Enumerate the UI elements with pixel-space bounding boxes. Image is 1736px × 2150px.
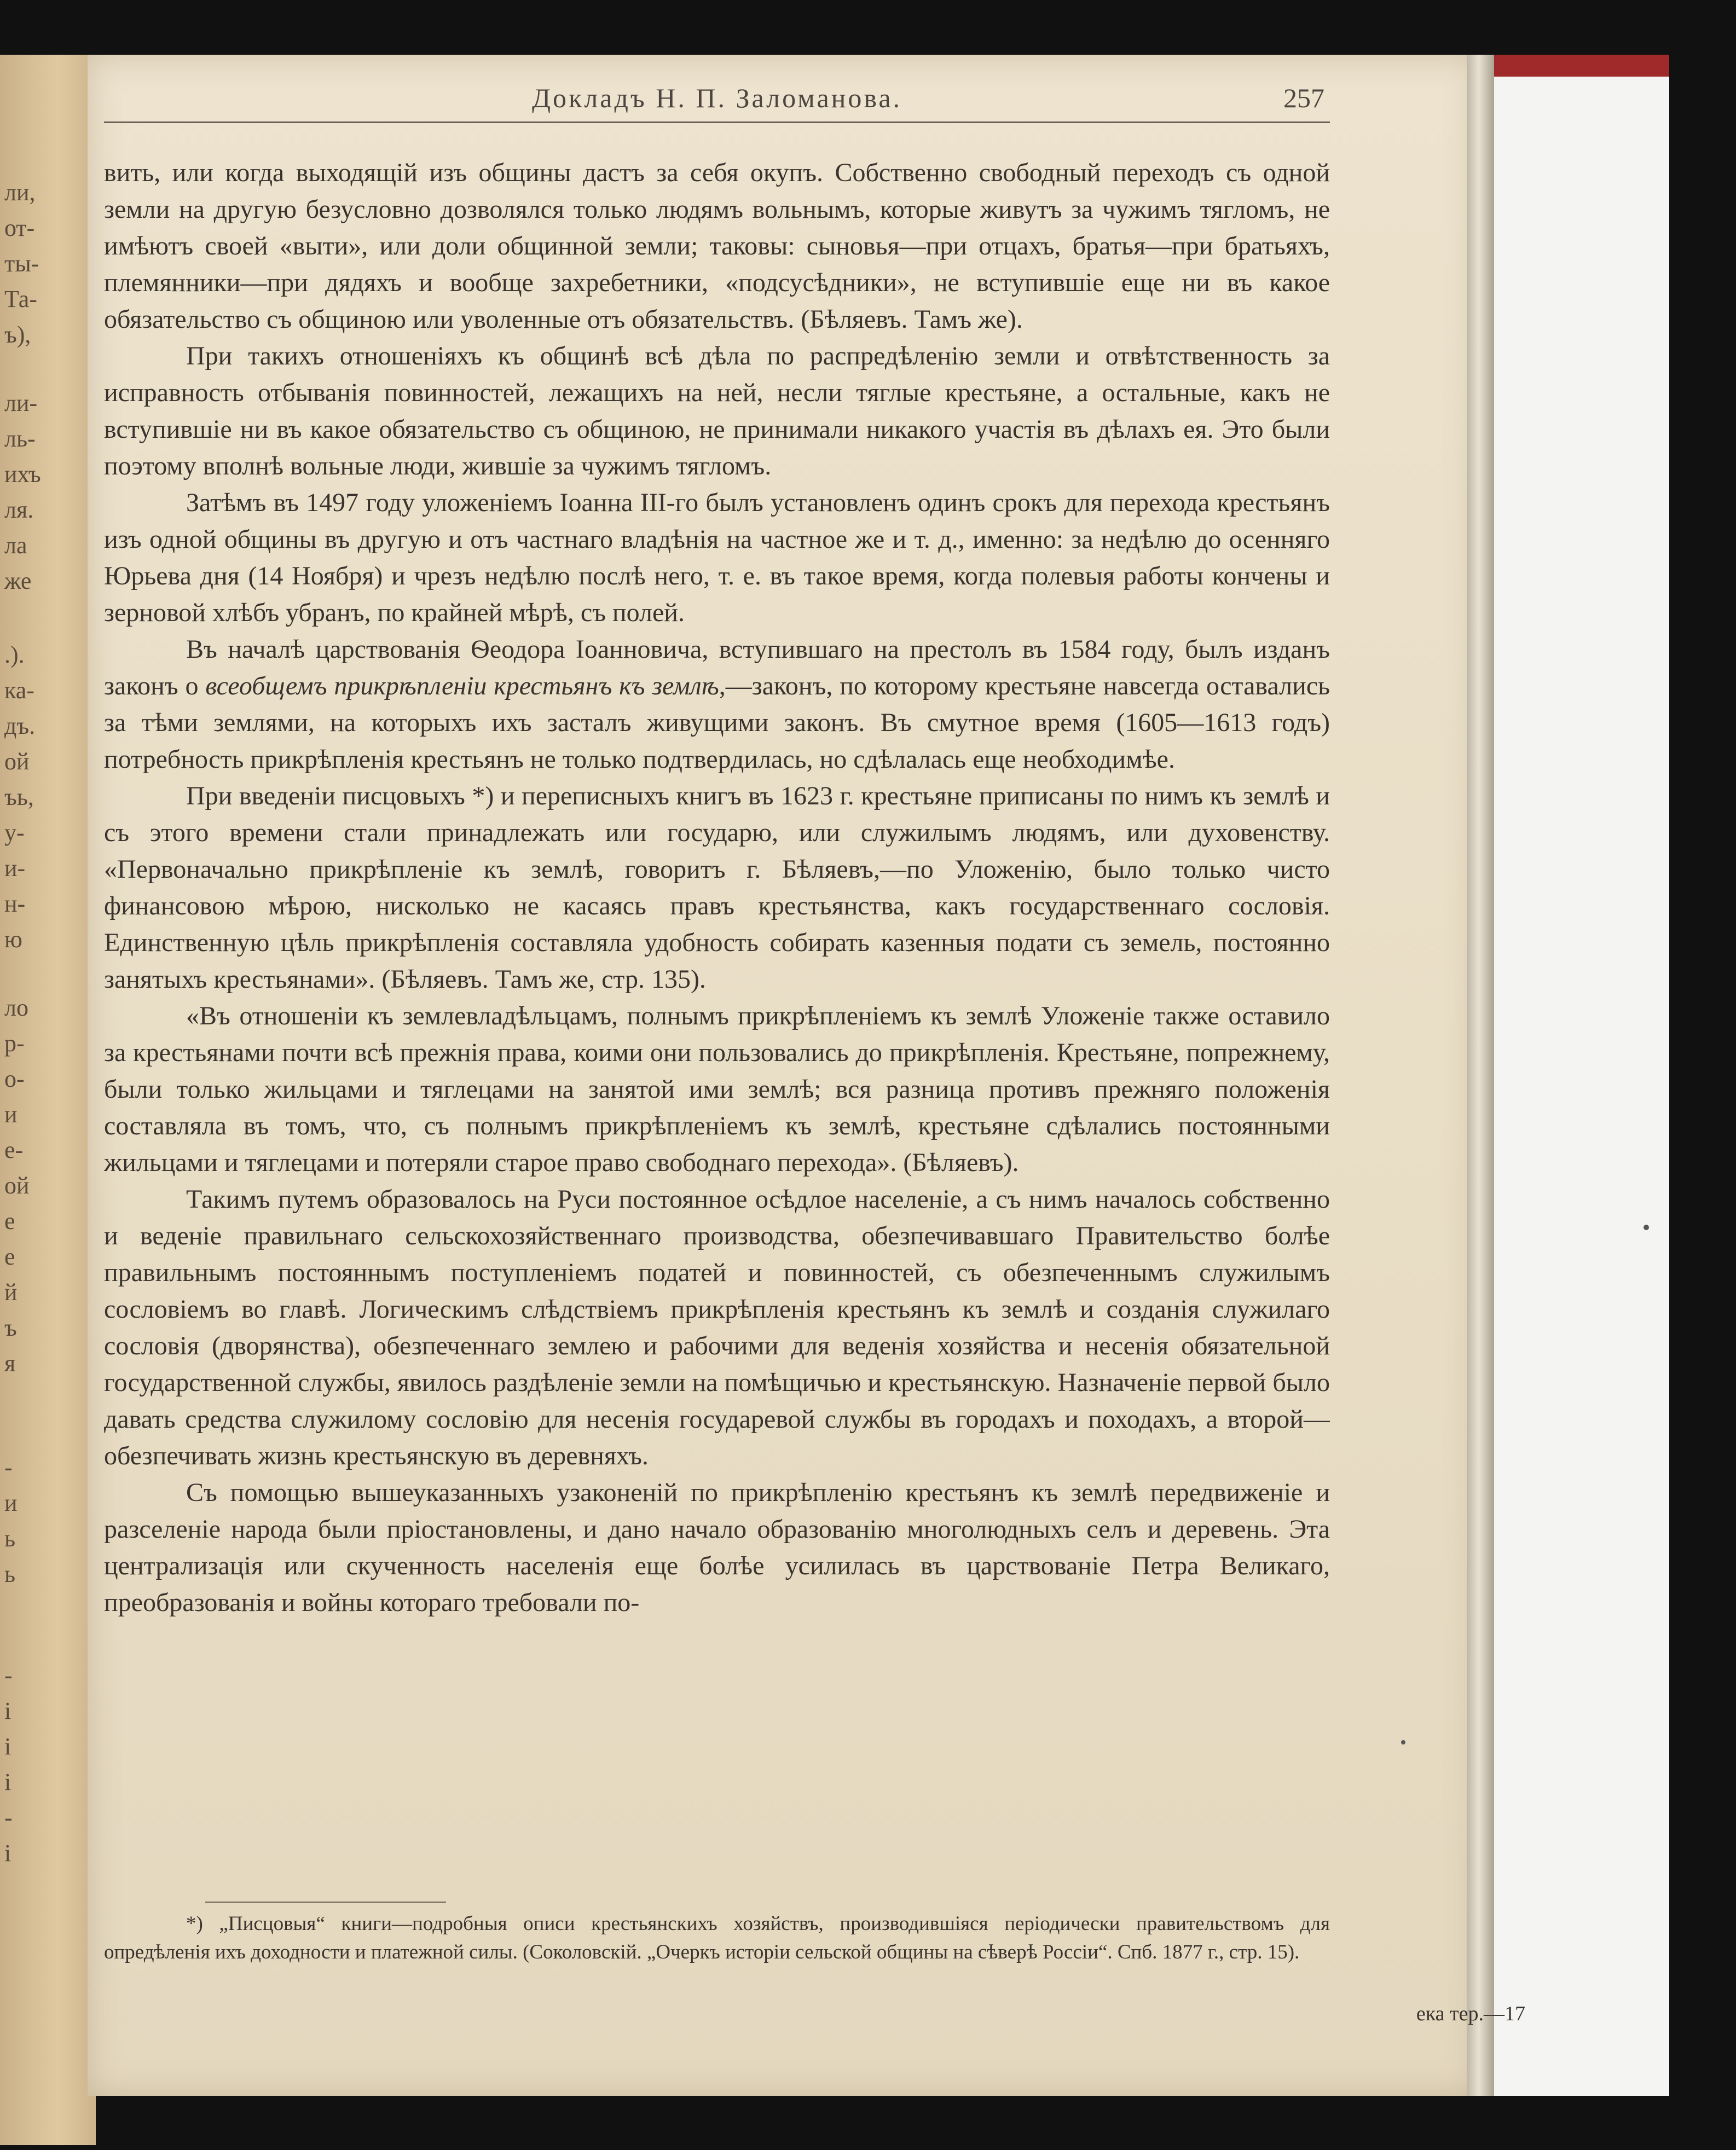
left-page-text-fragment: - — [4, 1662, 13, 1689]
left-page-text-fragment: ъь, — [4, 784, 34, 810]
paragraph-text: ,—законъ, по которому крестьяне навсегда оставались за тѣми землями, на которыхъ ихъ засталъ живущими законъ. Въ смутное время (1605—1613 годъ) потребность прикрѣпленія крестьянъ не только подтвердилась, но сдѣлалась еще необходимѣе. — [104, 671, 1330, 774]
left-page-text-fragment: і — [4, 1769, 11, 1795]
paragraph: Съ помощью вышеуказанныхъ узаконеній по прикрѣпленію крестьянъ къ землѣ передвиженіе и разселеніе народа были пріостановлены, и дано начало образованію многолюдныхъ селъ и деревень. Эта централизація или скученность населенія еще болѣе усилилась въ царствованіе Петра Великаго, преобразованія и войны котораго требовали по- — [104, 1478, 1330, 1617]
left-page-text-fragment: и — [4, 1101, 18, 1128]
left-page-text-fragment: ль- — [4, 425, 36, 452]
right-blank-sheet — [1494, 55, 1669, 2096]
left-page-text-fragment: р- — [4, 1030, 25, 1057]
adjacent-left-page — [0, 55, 96, 2145]
signature-mark: ека тер.—17 — [1416, 2002, 1525, 2025]
left-page-text-fragment: ой — [4, 748, 30, 775]
left-page-text-fragment: ка- — [4, 677, 34, 704]
footnote-rule — [205, 1902, 446, 1903]
left-page-text-fragment: ъ), — [4, 321, 31, 348]
left-page-text-fragment: ли, — [4, 179, 36, 206]
dust-speck — [1401, 1740, 1405, 1745]
body-text — [104, 154, 1330, 1821]
dust-speck — [1644, 1225, 1649, 1230]
paragraph: При такихъ отношеніяхъ къ общинѣ всѣ дѣла по распредѣленію земли и отвѣтственность за исправность отбыванія повинностей, лежащихъ на ней, несли тяглые крестьяне, а остальные, какъ не вступившіе ни въ какое обязательство съ общиною, не принимали никакого участія въ дѣлахъ ея. Это были поэтому вполнѣ вольные люди, жившіе за чужимъ тягломъ. — [104, 341, 1330, 480]
left-page-text-fragment: ты- — [4, 250, 39, 277]
left-page-text-fragment: ли- — [4, 390, 38, 416]
page-number: 257 — [1283, 83, 1324, 113]
left-page-text-fragment: і — [4, 1733, 11, 1760]
left-page-text-fragment: и — [4, 1490, 18, 1516]
page-edge — [1467, 55, 1497, 2096]
left-page-text-fragment: е- — [4, 1137, 24, 1163]
left-page-text-fragment: ь — [4, 1525, 16, 1552]
page-header — [104, 82, 1330, 123]
left-page-text-fragment: ой — [4, 1172, 30, 1199]
left-page-text-fragment: ло — [4, 994, 28, 1021]
running-head: Докладъ Н. П. Заломанова. — [531, 83, 902, 113]
left-page-text-fragment: от- — [4, 215, 35, 241]
left-page-text-fragment: е — [4, 1243, 15, 1270]
paragraph: Затѣмъ въ 1497 году уложеніемъ Іоанна III-го былъ установленъ одинъ срокъ для перехода крестьянъ изъ одной общины въ другую и отъ частнаго владѣнія на частное же и т. д., именно: за недѣлю до осенняго Юрьева дня (14 Ноября) и чрезъ недѣлю послѣ него, т. е. въ такое время, когда полевыя работы кончены и зерновой хлѣбъ убранъ, по крайней мѣрѣ, съ полей. — [104, 488, 1330, 627]
left-page-text-fragment: и- — [4, 855, 26, 882]
left-page-text-fragment: о- — [4, 1065, 25, 1092]
left-page-text-fragment: ю — [4, 926, 22, 953]
paragraph: Такимъ путемъ образовалось на Руси постоянное осѣдлое населеніе, а съ нимъ началось собственно и веденіе правильнаго сельскохозяйственнаго производства, обезпечивавшаго Правительство болѣе правильнымъ постояннымъ поступленіемъ податей и повинностей, съ обезпеченнымъ служилымъ сословіемъ во главѣ. Логическимъ слѣдствіемъ прикрѣпленія крестьянъ къ землѣ и созданія служилаго сословія (дворянства), обезпеченнаго землею и рабочими для веденія хозяйства и несенія обязательной государственной службы, явилось раздѣленіе земли на помѣщичью и крестьянскую. Назначеніе первой было давать средства служилому сословію для несенія государевой службы въ городахъ и походахъ, а второй—обезпечивать жизнь крестьянскую въ деревняхъ. — [104, 1185, 1330, 1470]
left-page-text-fragment: і — [4, 1697, 11, 1724]
left-page-text-fragment: же — [4, 567, 32, 594]
left-page-text-fragment: ъ — [4, 1314, 17, 1341]
footnote: *) „Писцовыя“ книги—подробныя описи крестьянскихъ хозяйствъ, производившіяся періодически правительствомъ для опредѣленія ихъ доходности и платежной силы. (Соколовскій. „Очеркъ исторіи сельской общины на сѣверѣ Россіи“. Спб. 1877 г., стр. 15). — [104, 1913, 1330, 1963]
paragraph — [104, 631, 1330, 778]
paragraph-text: Въ началѣ царствованія Ѳеодора Іоанновича, вступившаго на престолъ въ 1584 году, былъ изданъ законъ о — [104, 635, 1330, 700]
paragraph: При введеніи писцовыхъ *) и переписныхъ книгъ въ 1623 г. крестьяне приписаны по нимъ къ землѣ и съ этого времени стали принадлежать или государю, или служилымъ людямъ, или духовенству. «Первоначально прикрѣпленіе къ землѣ, говоритъ г. Бѣляевъ,—по Уложенію, было только чисто финансовою мѣрою, нисколько не касаясь правъ крестьянства, какъ государственнаго сословія. Единственную цѣль прикрѣпленія составляла удобность собирать казенныя подати съ земель, постоянно занятыхъ крестьянами». (Бѣляевъ. Тамъ же, стр. 135). — [104, 781, 1330, 994]
paragraph: «Въ отношеніи къ землевладѣльцамъ, полнымъ прикрѣпленіемъ къ землѣ Уложеніе также оставило за крестьянами почти всѣ прежнія права, коими они пользовались до прикрѣпленія. Крестьяне, попрежнему, были только жильцами и тяглецами на занятой ими землѣ; вся разница противъ прежняго положенія составляла въ томъ, что, съ полнымъ прикрѣпленіемъ къ землѣ, крестьяне сдѣлались постоянными жильцами и тяглецами и потеряли старое право свободнаго перехода». (Бѣляевъ). — [104, 1001, 1330, 1177]
emphasized-phrase: всеобщемъ прикрѣпленіи крестьянъ къ землѣ — [205, 671, 719, 700]
left-page-text-fragment: у- — [4, 819, 25, 846]
left-page-text-fragment: й — [4, 1279, 18, 1306]
left-page-text-fragment: - — [4, 1804, 13, 1831]
left-page-text-fragment: ля. — [4, 496, 34, 523]
left-page-text-fragment: - — [4, 1454, 13, 1481]
left-page-text-fragment: ла — [4, 532, 27, 559]
left-page-text-fragment: н- — [4, 890, 26, 917]
red-binding-strip — [1494, 55, 1669, 77]
left-page-text-fragment: дъ. — [4, 712, 36, 739]
left-page-text-fragment: ь — [4, 1561, 16, 1587]
left-page-text-fragment: Та- — [4, 286, 37, 312]
left-page-text-fragment: .). — [4, 641, 25, 668]
paragraph: вить, или когда выходящій изъ общины дастъ за себя окупъ. Собственно свободный переходъ съ одной земли на другую безусловно дозволялся только людямъ вольнымъ, которые живутъ за чужимъ тягломъ, не имѣютъ своей «выти», или доли общинной земли; таковы: сыновья—при отцахъ, братья—при братьяхъ, племянники—при дядяхъ и вообще захребетники, «подсусѣдники», не вступившіе еще ни въ какое обязательство съ общиною или уволенные отъ обязательствъ. (Бѣляевъ. Тамъ же). — [104, 158, 1330, 334]
left-page-text-fragment: і — [4, 1840, 11, 1867]
left-page-text-fragment: ихъ — [4, 461, 41, 488]
left-page-text-fragment: я — [4, 1350, 16, 1377]
left-page-text-fragment: е — [4, 1208, 15, 1235]
